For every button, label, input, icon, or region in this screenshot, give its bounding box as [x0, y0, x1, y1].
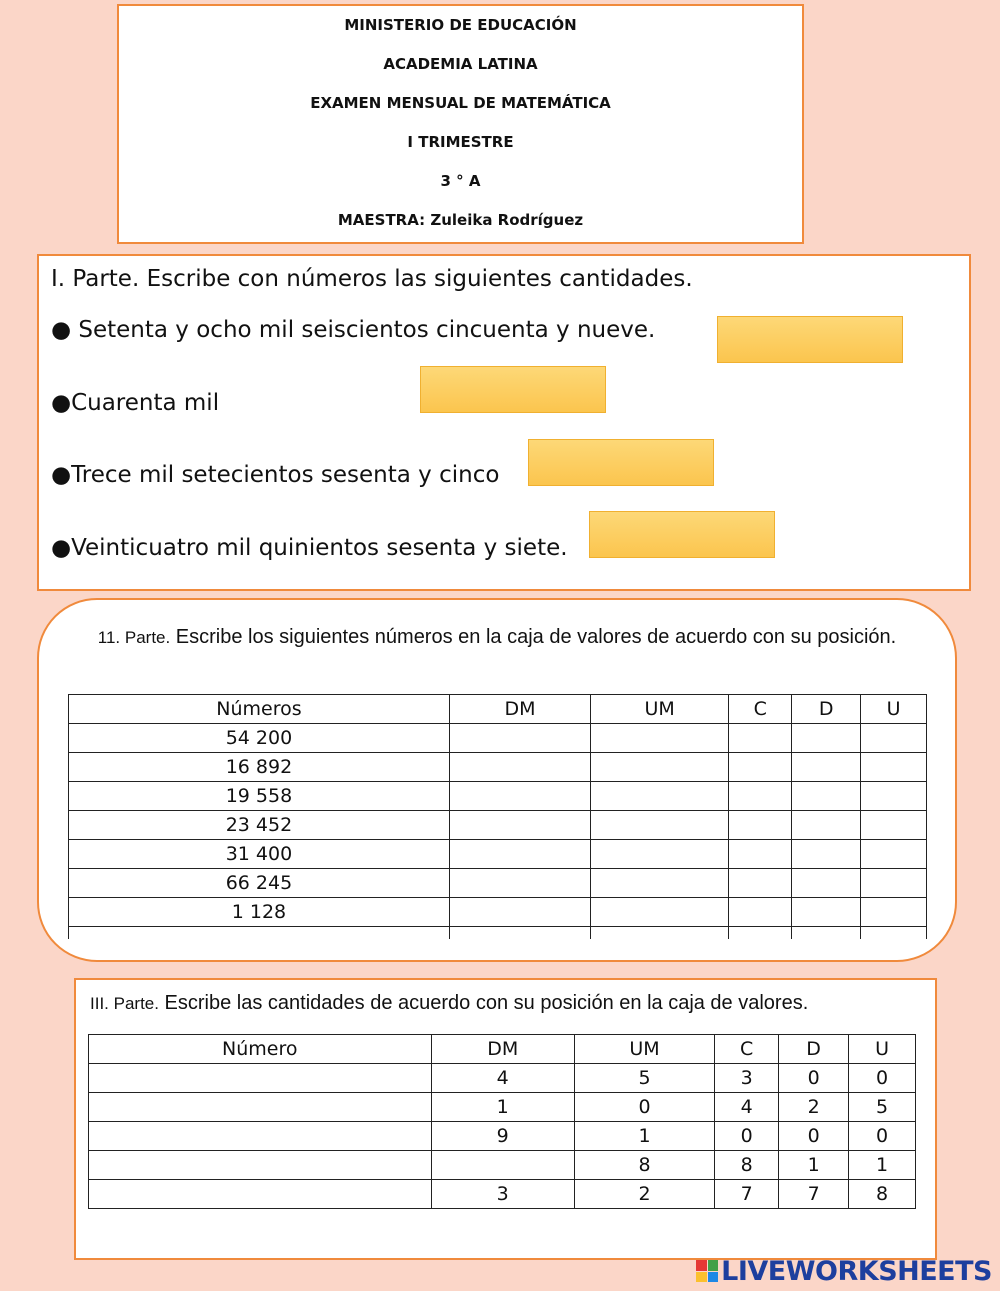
- number-input-cell[interactable]: [89, 1180, 432, 1209]
- digit-cell: 0: [574, 1093, 714, 1122]
- c-input-cell[interactable]: [729, 724, 792, 753]
- number-cell: 23 452: [69, 811, 450, 840]
- digit-cell: 1: [431, 1093, 574, 1122]
- table-row: [89, 1064, 916, 1093]
- number-cell: 16 892: [69, 753, 450, 782]
- um-input-cell[interactable]: [591, 869, 729, 898]
- empty-cell: [729, 927, 792, 940]
- table-row: [69, 840, 927, 869]
- liveworksheets-logo[interactable]: [696, 1256, 992, 1286]
- exam-header: [117, 4, 804, 244]
- table-row: [89, 1151, 916, 1180]
- table-header-row: [89, 1035, 916, 1064]
- header-cell: UM: [574, 1035, 714, 1064]
- table-row: [89, 1093, 916, 1122]
- c-input-cell[interactable]: [729, 898, 792, 927]
- d-input-cell[interactable]: [792, 811, 861, 840]
- number-input-cell[interactable]: [89, 1151, 432, 1180]
- d-input-cell[interactable]: [792, 753, 861, 782]
- header-cell: U: [849, 1035, 916, 1064]
- um-input-cell[interactable]: [591, 898, 729, 927]
- digit-cell: 9: [431, 1122, 574, 1151]
- u-input-cell[interactable]: [861, 753, 927, 782]
- item-4-text: ●Veinticuatro mil quinientos sesenta y siete.: [51, 535, 568, 561]
- place-value-table: [68, 694, 927, 939]
- um-input-cell[interactable]: [591, 811, 729, 840]
- header-cell: U: [861, 695, 927, 724]
- table-row: [69, 724, 927, 753]
- d-input-cell[interactable]: [792, 782, 861, 811]
- u-input-cell[interactable]: [861, 811, 927, 840]
- digit-cell: 5: [849, 1093, 916, 1122]
- digit-cell: 8: [715, 1151, 779, 1180]
- empty-cell: [69, 927, 450, 940]
- digit-cell: [431, 1151, 574, 1180]
- um-input-cell[interactable]: [591, 724, 729, 753]
- digit-cell: 0: [849, 1122, 916, 1151]
- school-name: ACADEMIA LATINA: [383, 55, 538, 73]
- header-cell: UM: [591, 695, 729, 724]
- u-input-cell[interactable]: [861, 898, 927, 927]
- header-cell: C: [715, 1035, 779, 1064]
- c-input-cell[interactable]: [729, 811, 792, 840]
- digit-cell: 2: [779, 1093, 849, 1122]
- part-three-title: [90, 992, 808, 1015]
- digit-cell: 7: [715, 1180, 779, 1209]
- dm-input-cell[interactable]: [449, 840, 590, 869]
- header-cell: C: [729, 695, 792, 724]
- trimester: I TRIMESTRE: [407, 133, 514, 151]
- number-cell: 54 200: [69, 724, 450, 753]
- table-row-cut: [69, 927, 927, 940]
- number-from-place-value-table: [88, 1034, 916, 1209]
- dm-input-cell[interactable]: [449, 753, 590, 782]
- number-input-cell[interactable]: [89, 1093, 432, 1122]
- answer-box-2[interactable]: [420, 366, 606, 413]
- digit-cell: 1: [574, 1122, 714, 1151]
- dm-input-cell[interactable]: [449, 811, 590, 840]
- ministry-title: MINISTERIO DE EDUCACIÓN: [344, 16, 577, 34]
- number-input-cell[interactable]: [89, 1122, 432, 1151]
- part-two-label: 11. Parte.: [97, 628, 171, 647]
- table-row: [69, 753, 927, 782]
- dm-input-cell[interactable]: [449, 782, 590, 811]
- dm-input-cell[interactable]: [449, 898, 590, 927]
- digit-cell: 7: [779, 1180, 849, 1209]
- digit-cell: 4: [431, 1064, 574, 1093]
- part-two-title: [59, 622, 935, 653]
- c-input-cell[interactable]: [729, 753, 792, 782]
- digit-cell: 3: [431, 1180, 574, 1209]
- c-input-cell[interactable]: [729, 782, 792, 811]
- item-3-text: ●Trece mil setecientos sesenta y cinco: [51, 462, 500, 488]
- grade: 3 ° A: [440, 172, 481, 190]
- part-three-section: [74, 978, 937, 1260]
- um-input-cell[interactable]: [591, 782, 729, 811]
- header-cell: D: [779, 1035, 849, 1064]
- empty-cell: [792, 927, 861, 940]
- digit-cell: 0: [715, 1122, 779, 1151]
- header-cell: D: [792, 695, 861, 724]
- exam-title: EXAMEN MENSUAL DE MATEMÁTICA: [310, 94, 611, 112]
- table-row: [69, 869, 927, 898]
- c-input-cell[interactable]: [729, 869, 792, 898]
- number-cell: 1 128: [69, 898, 450, 927]
- part-three-label: III. Parte.: [90, 994, 159, 1013]
- digit-cell: 5: [574, 1064, 714, 1093]
- item-1-text: ● Setenta y ocho mil seiscientos cincuenta y nueve.: [51, 317, 656, 343]
- empty-cell: [861, 927, 927, 940]
- d-input-cell[interactable]: [792, 840, 861, 869]
- liveworksheets-logo-icon: [696, 1260, 718, 1282]
- answer-box-1[interactable]: [717, 316, 903, 363]
- table-row: [69, 811, 927, 840]
- dm-input-cell[interactable]: [449, 724, 590, 753]
- empty-cell: [449, 927, 590, 940]
- digit-cell: 1: [779, 1151, 849, 1180]
- um-input-cell[interactable]: [591, 753, 729, 782]
- answer-box-4[interactable]: [589, 511, 775, 558]
- part-three-instruction: Escribe las cantidades de acuerdo con su posición en la caja de valores.: [164, 992, 809, 1014]
- digit-cell: 8: [574, 1151, 714, 1180]
- item-2-text: ●Cuarenta mil: [51, 390, 220, 416]
- part-one-title: I. Parte. Escribe con números las siguientes cantidades.: [51, 266, 693, 292]
- table-row: [89, 1122, 916, 1151]
- number-cell: 19 558: [69, 782, 450, 811]
- c-input-cell[interactable]: [729, 840, 792, 869]
- empty-cell: [591, 927, 729, 940]
- table-row: [89, 1180, 916, 1209]
- u-input-cell[interactable]: [861, 840, 927, 869]
- d-input-cell[interactable]: [792, 724, 861, 753]
- digit-cell: 8: [849, 1180, 916, 1209]
- u-input-cell[interactable]: [861, 869, 927, 898]
- part-one-section: [37, 254, 971, 591]
- part-two-section: [37, 598, 957, 962]
- table-header-row: [69, 695, 927, 724]
- digit-cell: 0: [779, 1064, 849, 1093]
- header-cell: Número: [89, 1035, 432, 1064]
- digit-cell: 0: [779, 1122, 849, 1151]
- header-cell: Números: [69, 695, 450, 724]
- digit-cell: 2: [574, 1180, 714, 1209]
- number-input-cell[interactable]: [89, 1064, 432, 1093]
- u-input-cell[interactable]: [861, 724, 927, 753]
- header-cell: DM: [431, 1035, 574, 1064]
- u-input-cell[interactable]: [861, 782, 927, 811]
- logo-text: LIVEWORKSHEETS: [721, 1255, 992, 1287]
- d-input-cell[interactable]: [792, 869, 861, 898]
- dm-input-cell[interactable]: [449, 869, 590, 898]
- teacher-name: MAESTRA: Zuleika Rodríguez: [337, 211, 584, 229]
- digit-cell: 0: [849, 1064, 916, 1093]
- digit-cell: 4: [715, 1093, 779, 1122]
- part-two-instruction: Escribe los siguientes números en la caja de valores de acuerdo con su posición.: [175, 626, 897, 648]
- digit-cell: 3: [715, 1064, 779, 1093]
- number-cell: 66 245: [69, 869, 450, 898]
- d-input-cell[interactable]: [792, 898, 861, 927]
- um-input-cell[interactable]: [591, 840, 729, 869]
- table-row: [69, 898, 927, 927]
- number-cell: 31 400: [69, 840, 450, 869]
- table-row: [69, 782, 927, 811]
- header-cell: DM: [449, 695, 590, 724]
- digit-cell: 1: [849, 1151, 916, 1180]
- answer-box-3[interactable]: [528, 439, 714, 486]
